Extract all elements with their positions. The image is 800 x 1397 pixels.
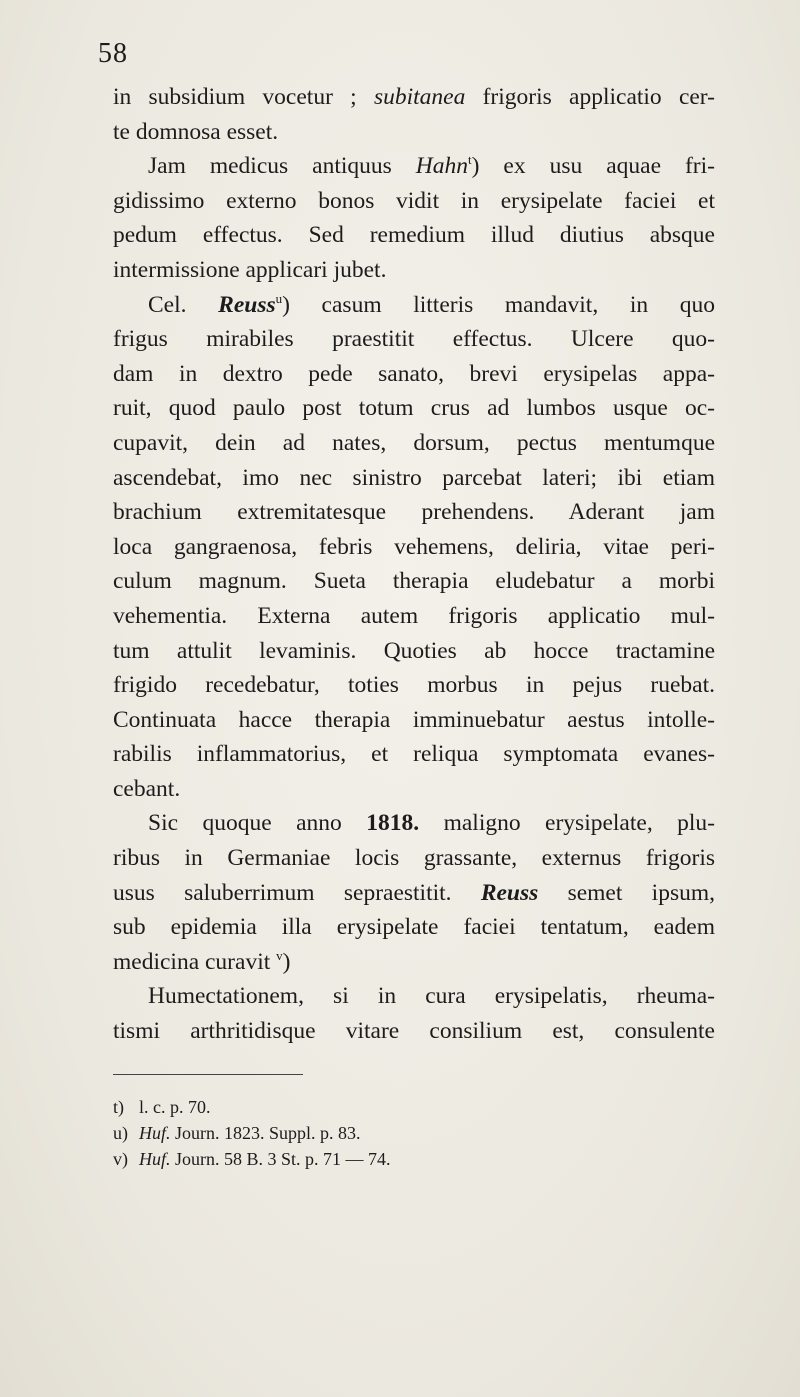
text-line: brachium extremitatesque prehendens. Aderant jam — [113, 499, 715, 526]
text-line: usus saluberrimum sepraestitit. Reuss semet ipsum, — [113, 879, 715, 906]
footnote-u: u) Huf. Journ. 1823. Suppl. p. 83. — [113, 1123, 361, 1143]
footnote-t: t) l. c. p. 70. — [113, 1097, 211, 1117]
text-line: in subsidium vocetur ; subitanea frigoris applicatio cer- — [113, 84, 715, 110]
text-line: Cel. Reuss$^u$) casum litteris mandavit, in quo — [148, 290, 715, 318]
text-line: intermissione applicari jubet. — [113, 256, 387, 283]
text-line: sub epidemia illa erysipelate faciei tentatum, eadem — [113, 914, 715, 941]
footnotes — [113, 1094, 673, 1172]
footnote-divider — [113, 1074, 303, 1075]
text-line: cupavit, dein ad nates, dorsum, pectus mentumque — [113, 429, 715, 456]
text-line: dam in dextro pede sanato, brevi erysipelas appa- — [113, 360, 715, 387]
text-line: gidissimo externo bonos vidit in erysipelate faciei et — [113, 187, 715, 214]
text-line: culum magnum. Sueta therapia eludebatur a morbi — [113, 568, 715, 595]
text-line: loca gangraenosa, febris vehemens, deliria, vitae peri- — [113, 533, 715, 560]
text-line: ruit, quod paulo post totum crus ad lumbos usque oc- — [113, 395, 715, 422]
body-text — [113, 80, 715, 1049]
text-line: medicina curavit $^v$) — [113, 947, 291, 975]
text-line: ribus in Germaniae locis grassante, externus frigoris — [113, 845, 715, 872]
text-line: cebant. — [113, 775, 181, 802]
text-line: rabilis inflammatorius, et reliqua symptomata evanes- — [113, 741, 715, 768]
text-line: frigido recedebatur, toties morbus in pejus ruebat. — [113, 672, 715, 699]
text-line: tismi arthritidisque vitare consilium est, consulente — [113, 1018, 715, 1045]
text-line: Sic quoque anno 1818. maligno erysipelate, plu- — [148, 810, 716, 837]
text-line: Jam medicus antiquus Hahn$^t$) ex usu aquae fri- — [148, 152, 715, 180]
text-line: tum attulit levaminis. Quoties ab hocce tractamine — [113, 637, 715, 664]
text-line: Continuata hacce therapia imminuebatur aestus intolle- — [113, 706, 715, 733]
text-line: ascendebat, imo nec sinistro parcebat lateri; ibi etiam — [113, 464, 715, 491]
page-number: 58 — [98, 38, 128, 69]
text-line: vehementia. Externa autem frigoris applicatio mul- — [113, 602, 715, 629]
footnote-v: v) Huf. Journ. 58 B. 3 St. p. 71 — 74. — [113, 1149, 391, 1169]
text-line: Humectationem, si in cura erysipelatis, rheuma- — [148, 983, 715, 1010]
text-line: pedum effectus. Sed remedium illud diutius absque — [113, 222, 715, 249]
text-line: frigus mirabiles praestitit effectus. Ulcere quo- — [113, 326, 715, 353]
text-line: te domnosa esset. — [113, 118, 279, 145]
